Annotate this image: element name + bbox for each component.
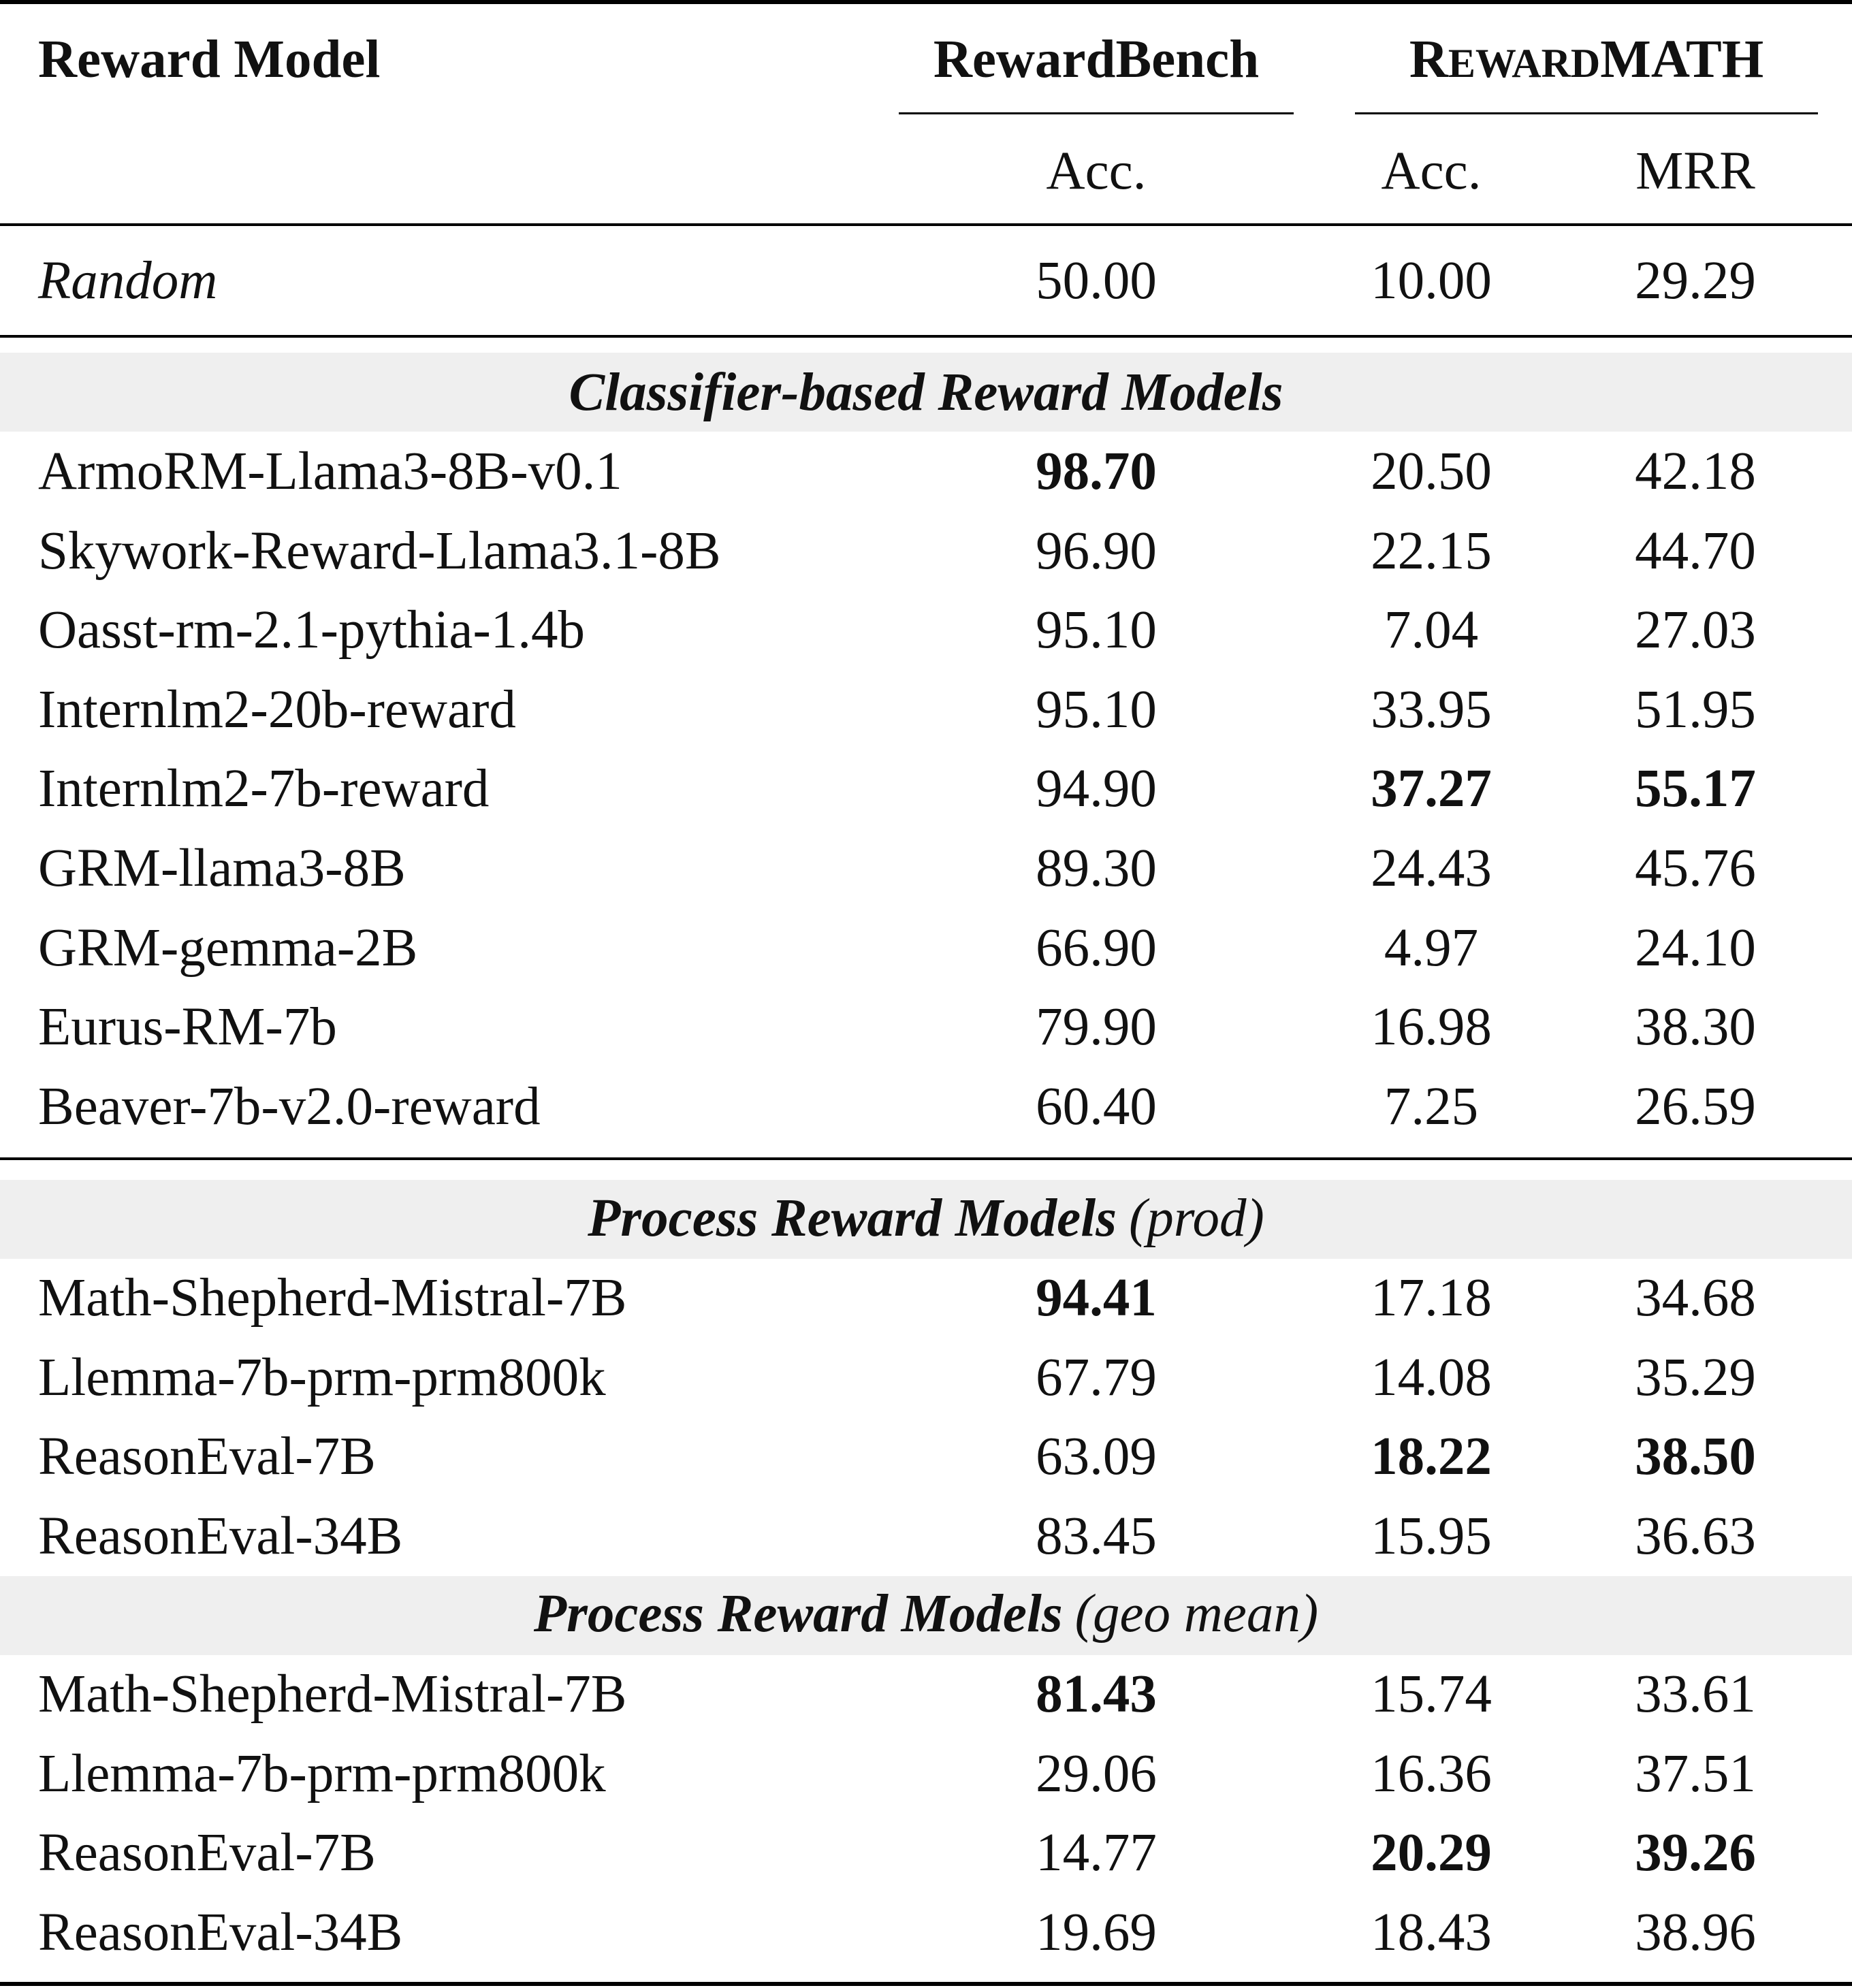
table-row-model: Math-Shepherd-Mistral-7B <box>38 1268 627 1328</box>
header-reward-model: Reward Model <box>38 30 381 89</box>
top-rule <box>0 0 1852 4</box>
table-cell-rm-acc: 16.98 <box>1371 997 1492 1057</box>
table-cell-rm-mrr: 35.29 <box>1635 1348 1756 1407</box>
table-cell-rm-acc: 24.43 <box>1371 839 1492 898</box>
section-title <box>569 363 1283 422</box>
section-title-main: Classifier-based Reward Models <box>569 363 1283 422</box>
table-cell-rm-mrr: 42.18 <box>1635 442 1756 501</box>
table-row-model: Internlm2-20b-reward <box>38 680 516 739</box>
rewardmath-smallcaps: EWARD <box>1448 41 1601 86</box>
table-cell-rb-acc: 98.70 <box>1036 442 1157 501</box>
table-cell-rm-acc: 16.36 <box>1371 1744 1492 1803</box>
rewardmath-rest: MATH <box>1600 30 1764 89</box>
table-cell-rm-acc: 18.43 <box>1371 1903 1492 1962</box>
table-cell-rm-mrr: 51.95 <box>1635 680 1756 739</box>
table-cell-rb-acc: 66.90 <box>1036 918 1157 978</box>
table-row-model: Math-Shepherd-Mistral-7B <box>38 1665 627 1724</box>
table-cell-rm-acc: 15.74 <box>1371 1665 1492 1724</box>
table-cell-rm-acc: 7.04 <box>1384 600 1479 660</box>
table-cell-rm-mrr: 37.51 <box>1635 1744 1756 1803</box>
table-cell-rm-mrr: 34.68 <box>1635 1268 1756 1328</box>
table-cell-rm-acc: 33.95 <box>1371 680 1492 739</box>
table-cell-rb-acc: 63.09 <box>1036 1427 1157 1486</box>
bottom-rule <box>0 1982 1852 1986</box>
table-cell-rb-acc: 67.79 <box>1036 1348 1157 1407</box>
table-row-model: ReasonEval-34B <box>38 1903 403 1962</box>
table-cell-rm-mrr: 33.61 <box>1635 1665 1756 1724</box>
table-row-model: ReasonEval-7B <box>38 1427 376 1486</box>
random-rm-acc: 10.00 <box>1371 251 1492 310</box>
table-cell-rm-acc: 4.97 <box>1384 918 1479 978</box>
table-cell-rm-acc: 7.25 <box>1384 1077 1479 1136</box>
header-rewardbench: RewardBench <box>933 30 1260 89</box>
table-cell-rb-acc: 89.30 <box>1036 839 1157 898</box>
table-cell-rm-mrr: 38.30 <box>1635 997 1756 1057</box>
table-cell-rm-mrr: 38.96 <box>1635 1903 1756 1962</box>
random-rm-mrr: 29.29 <box>1635 251 1756 310</box>
table-cell-rm-mrr: 24.10 <box>1635 918 1756 978</box>
random-rule <box>0 335 1852 338</box>
random-model: Random <box>38 251 218 310</box>
table-cell-rb-acc: 19.69 <box>1036 1903 1157 1962</box>
table-cell-rb-acc: 29.06 <box>1036 1744 1157 1803</box>
header-rb-acc: Acc. <box>1046 142 1147 201</box>
section1-end-rule <box>0 1157 1852 1160</box>
table-row-model: Llemma-7b-prm-prm800k <box>38 1744 606 1803</box>
table-row-model: GRM-llama3-8B <box>38 839 406 898</box>
rewardmath-cap: R <box>1409 30 1448 89</box>
table-cell-rb-acc: 94.41 <box>1036 1268 1157 1328</box>
section-title <box>588 1189 1264 1248</box>
table-cell-rm-acc: 20.29 <box>1371 1823 1492 1882</box>
table-cell-rm-mrr: 55.17 <box>1635 759 1756 818</box>
header-rm-mrr: MRR <box>1635 142 1755 201</box>
table-cell-rm-acc: 18.22 <box>1371 1427 1492 1486</box>
table-cell-rb-acc: 79.90 <box>1036 997 1157 1057</box>
table-cell-rm-mrr: 39.26 <box>1635 1823 1756 1882</box>
table-cell-rb-acc: 83.45 <box>1036 1507 1157 1566</box>
table-cell-rm-mrr: 38.50 <box>1635 1427 1756 1486</box>
table-row-model: ArmoRM-Llama3-8B-v0.1 <box>38 442 622 501</box>
section-title-suffix: (prod) <box>1128 1189 1264 1248</box>
rewardmath-underline <box>1355 112 1818 114</box>
table-cell-rb-acc: 95.10 <box>1036 680 1157 739</box>
table-row-model: Internlm2-7b-reward <box>38 759 490 818</box>
table-cell-rm-acc: 15.95 <box>1371 1507 1492 1566</box>
table-row-model: GRM-gemma-2B <box>38 918 418 978</box>
table-row-model: Oasst-rm-2.1-pythia-1.4b <box>38 600 585 660</box>
table-cell-rm-acc: 17.18 <box>1371 1268 1492 1328</box>
table-row-model: Beaver-7b-v2.0-reward <box>38 1077 541 1136</box>
table-row-model: Skywork-Reward-Llama3.1-8B <box>38 522 721 581</box>
table-cell-rm-mrr: 26.59 <box>1635 1077 1756 1136</box>
table-cell-rm-mrr: 36.63 <box>1635 1507 1756 1566</box>
section-title-main: Process Reward Models <box>588 1189 1117 1248</box>
table-cell-rm-acc: 37.27 <box>1371 759 1492 818</box>
table-cell-rm-acc: 14.08 <box>1371 1348 1492 1407</box>
table-row-model: Eurus-RM-7b <box>38 997 337 1057</box>
table-row-model: Llemma-7b-prm-prm800k <box>38 1348 606 1407</box>
table-cell-rm-acc: 20.50 <box>1371 442 1492 501</box>
table-cell-rb-acc: 96.90 <box>1036 522 1157 581</box>
table-cell-rb-acc: 95.10 <box>1036 600 1157 660</box>
table-cell-rb-acc: 14.77 <box>1036 1823 1157 1882</box>
header-rm-acc: Acc. <box>1381 142 1482 201</box>
section-title-suffix: (geo mean) <box>1074 1584 1319 1644</box>
section-title-main: Process Reward Models <box>533 1584 1063 1644</box>
rewardbench-underline <box>899 112 1294 114</box>
table-row-model: ReasonEval-34B <box>38 1507 403 1566</box>
table-row-model: ReasonEval-7B <box>38 1823 376 1882</box>
header-rewardmath <box>1409 30 1764 89</box>
table-cell-rm-mrr: 44.70 <box>1635 522 1756 581</box>
table-cell-rm-acc: 22.15 <box>1371 522 1492 581</box>
random-rb-acc: 50.00 <box>1036 251 1157 310</box>
table-cell-rb-acc: 81.43 <box>1036 1665 1157 1724</box>
section-title <box>533 1584 1319 1644</box>
table-cell-rm-mrr: 45.76 <box>1635 839 1756 898</box>
header-rule <box>0 223 1852 226</box>
table-cell-rb-acc: 94.90 <box>1036 759 1157 818</box>
table-cell-rb-acc: 60.40 <box>1036 1077 1157 1136</box>
table-cell-rm-mrr: 27.03 <box>1635 600 1756 660</box>
